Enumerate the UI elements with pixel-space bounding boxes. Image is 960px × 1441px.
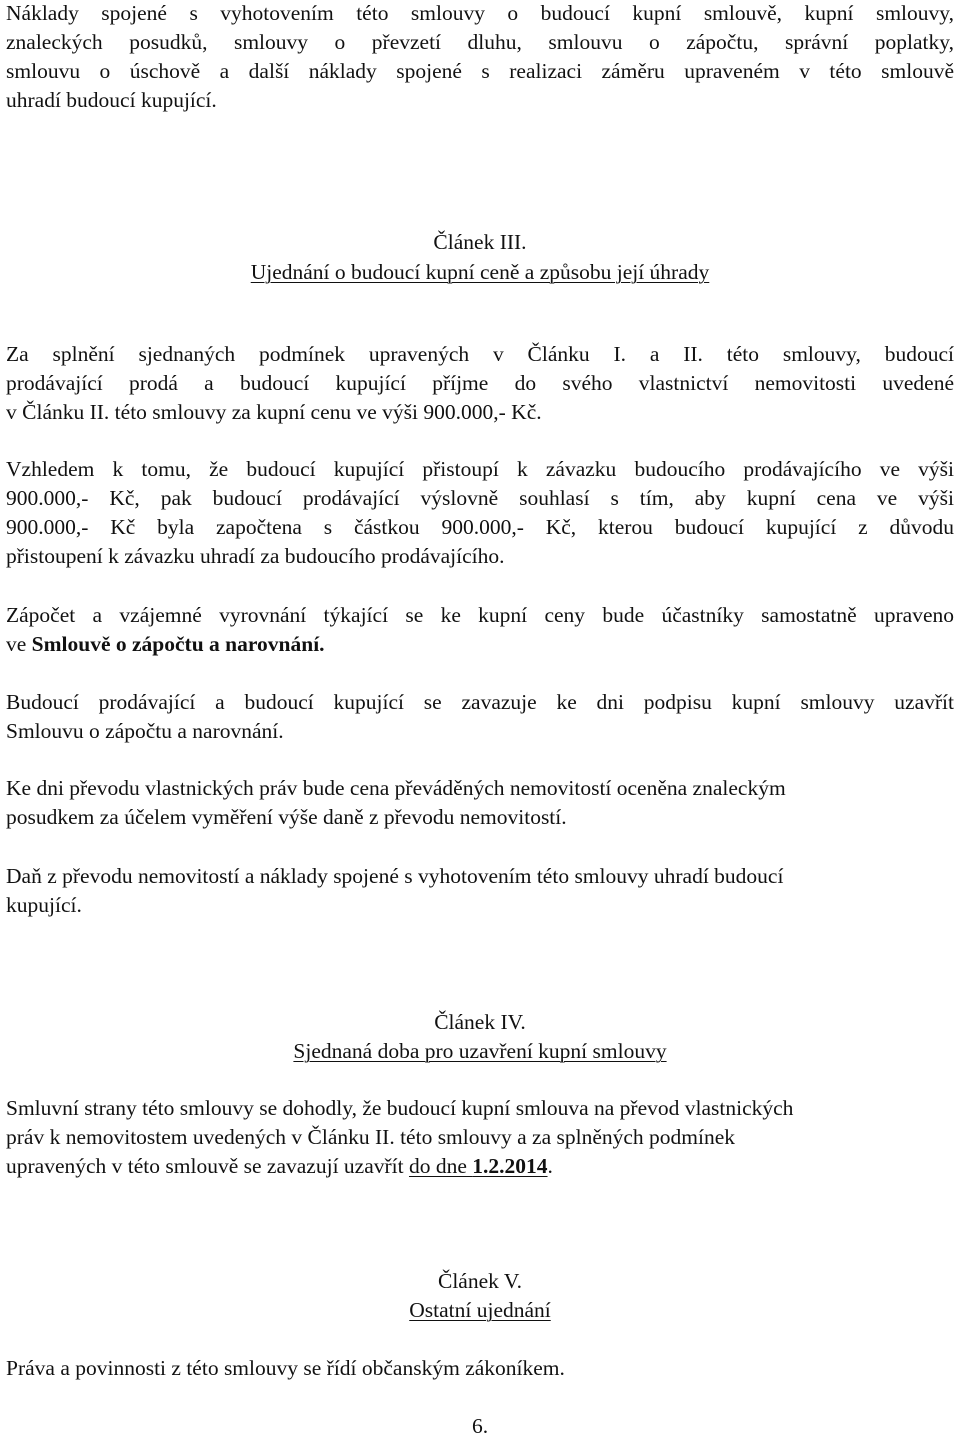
article-5-title: Ostatní ujednání — [409, 1298, 551, 1322]
article-3-paragraph-4 — [6, 688, 954, 746]
paragraph-line: prodávající prodá a budoucí kupující příjme do svého vlastnictví nemovitosti uvedené — [6, 371, 954, 395]
paragraph-line: Smluvní strany této smlouvy se dohodly, že budoucí kupní smlouva na převod vlastnických — [6, 1096, 794, 1120]
intro-line: Náklady spojené s vyhotovením této smlouvy o budoucí kupní smlouvě, kupní smlouvy, — [6, 1, 954, 25]
paragraph-line: přistoupení k závazku uhradí za budoucího prodávajícího. — [6, 544, 505, 568]
intro-paragraph — [6, 0, 954, 115]
article-3-title-wrap — [6, 258, 954, 287]
article-3-paragraph-3 — [6, 601, 954, 659]
paragraph-line: 900.000,- Kč, pak budoucí prodávající výslovně souhlasí s tím, aby kupní cena ve výši — [6, 486, 954, 510]
contract-reference: Smlouvě o zápočtu a narovnání. — [31, 632, 325, 656]
paragraph-text: upravených v této smlouvě se zavazují uzavřít — [6, 1154, 409, 1178]
paragraph-line — [6, 1152, 954, 1181]
paragraph-text: . — [547, 1154, 553, 1178]
paragraph-line: kupující. — [6, 893, 82, 917]
paragraph-line: Budoucí prodávající a budoucí kupující se zavazuje ke dni podpisu kupní smlouvy uzavřít — [6, 690, 954, 714]
article-5-title-wrap — [6, 1296, 954, 1325]
article-3-paragraph-6 — [6, 862, 954, 920]
paragraph-line: Daň z převodu nemovitostí a náklady spojené s vyhotovením této smlouvy uhradí budoucí — [6, 864, 784, 888]
paragraph-line: Smlouvu o zápočtu a narovnání. — [6, 719, 284, 743]
paragraph-line: Zápočet a vzájemné vyrovnání týkající se ke kupní ceny bude účastníky samostatně upraveno — [6, 603, 954, 627]
paragraph-line: 900.000,- Kč byla započtena s částkou 900.000,- Kč, kterou budoucí kupující z důvodu — [6, 515, 954, 539]
article-5-number: Článek V. — [437, 1269, 523, 1293]
paragraph-line: Ke dni převodu vlastnických práv bude cena převáděných nemovitostí oceněna znaleckým — [6, 776, 786, 800]
article-3-paragraph-2 — [6, 455, 954, 571]
article-3-number: Článek III. — [433, 230, 527, 254]
paragraph-line — [6, 630, 954, 659]
paragraph-line: práv k nemovitostem uvedených v Článku II. této smlouvy a za splněných podmínek — [6, 1125, 736, 1149]
paragraph-line: posudkem za účelem vyměření výše daně z převodu nemovitostí. — [6, 805, 567, 829]
article-4-title-wrap — [6, 1037, 954, 1066]
article-4-number: Článek IV. — [434, 1010, 526, 1034]
deadline-date: 1.2.2014 — [472, 1154, 548, 1178]
paragraph-line: v Článku II. této smlouvy za kupní cenu ve výši 900.000,- Kč. — [6, 400, 542, 424]
deadline-label: do dne — [408, 1154, 473, 1178]
paragraph-text: ve — [6, 632, 32, 656]
article-4-paragraph-1 — [6, 1094, 954, 1181]
intro-line: znaleckých posudků, smlouvy o převzetí dluhu, smlouvu o zápočtu, správní poplatky, — [6, 30, 954, 54]
intro-line: uhradí budoucí kupující. — [6, 88, 217, 112]
article-4-title: Sjednaná doba pro uzavření kupní smlouvy — [293, 1039, 667, 1063]
article-3-title: Ujednání o budoucí kupní ceně a způsobu její úhrady — [250, 260, 710, 284]
article-3-paragraph-5 — [6, 774, 954, 832]
article-3-paragraph-1 — [6, 340, 954, 427]
article-5-paragraph-1: Práva a povinnosti z této smlouvy se řídí občanským zákoníkem. — [6, 1356, 565, 1380]
intro-line: smlouvu o úschově a další náklady spojené s realizaci záměru upraveném v této smlouvě — [6, 59, 954, 83]
page-number: 6. — [471, 1414, 489, 1438]
paragraph-line: Vzhledem k tomu, že budoucí kupující přistoupí k závazku budoucího prodávajícího ve výši — [6, 457, 954, 481]
paragraph-line: Za splnění sjednaných podmínek upravených v Článku I. a II. této smlouvy, budoucí — [6, 342, 954, 366]
